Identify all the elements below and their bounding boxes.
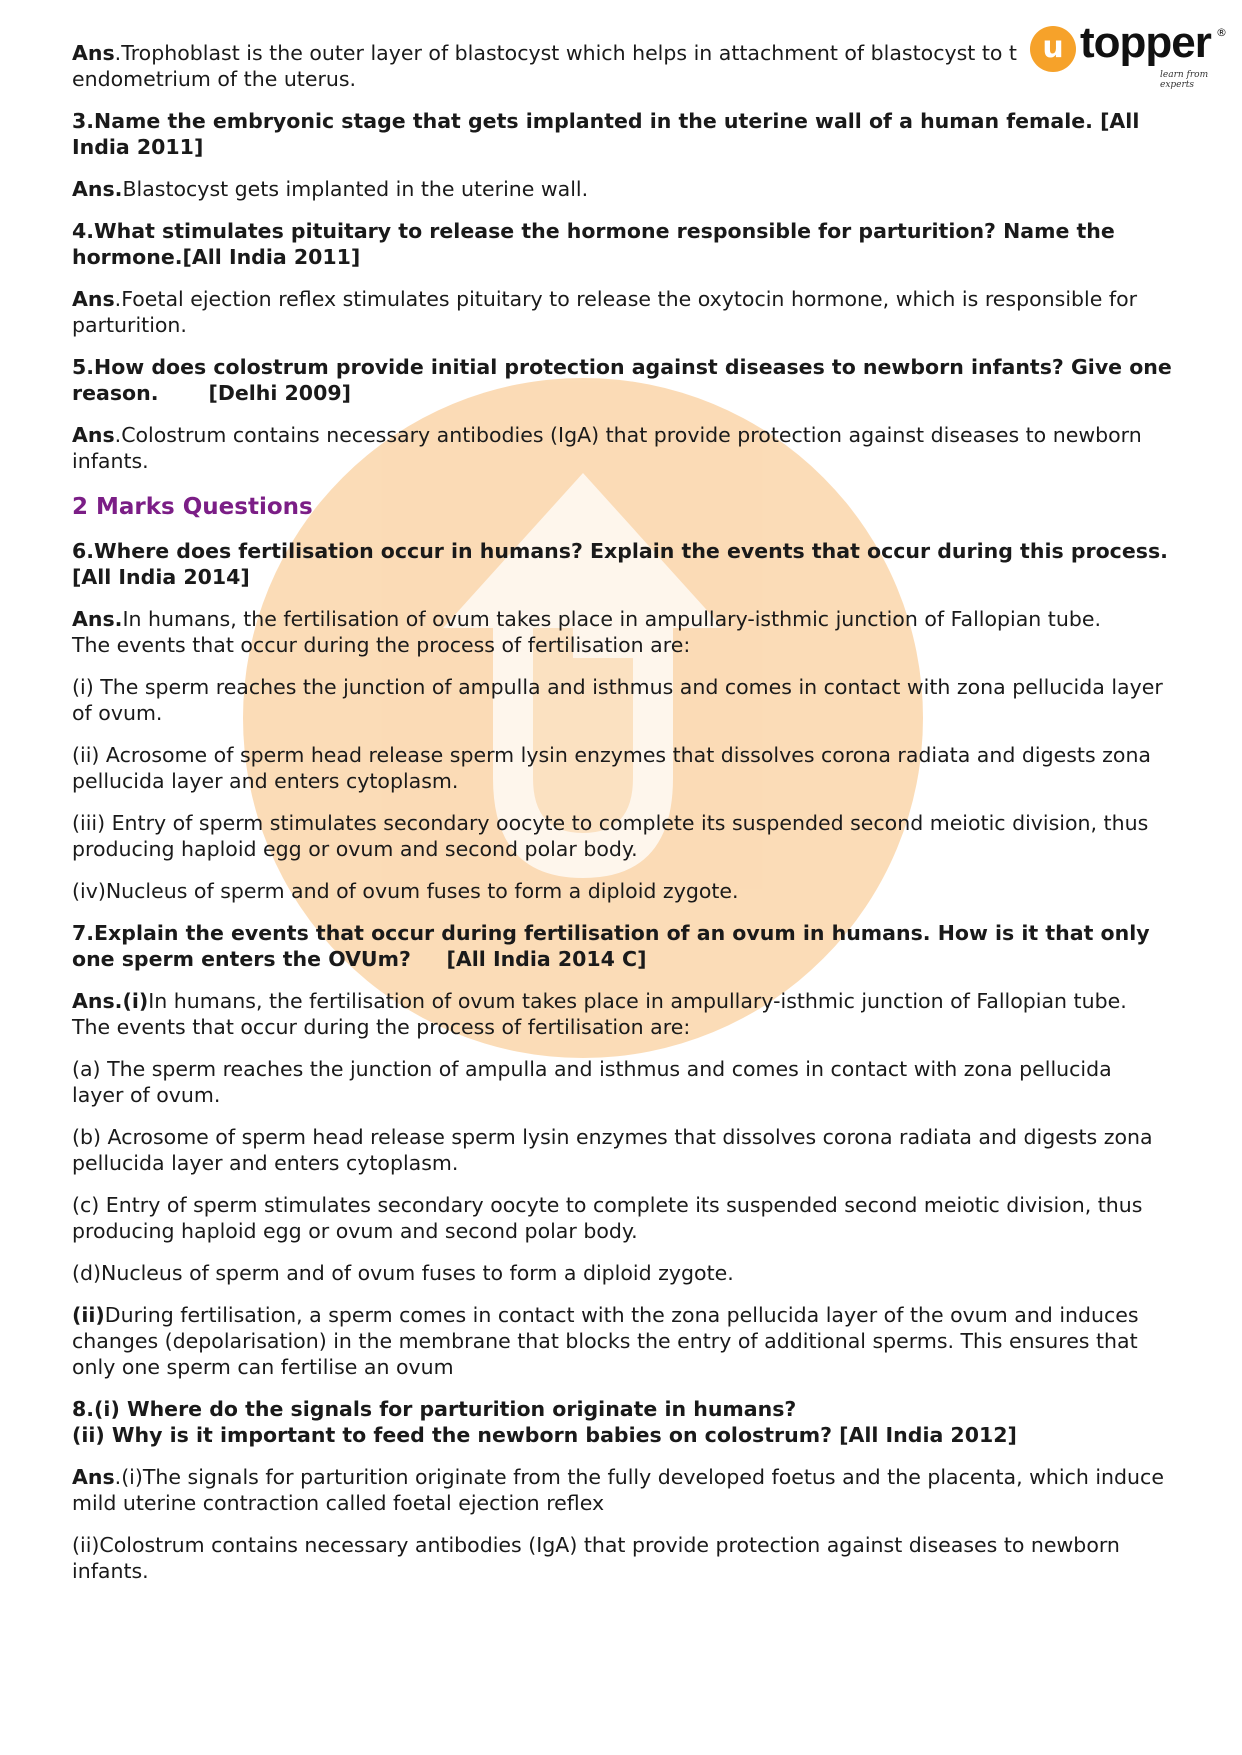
answer-4: Ans.Foetal ejection reflex stimulates pituitary to release the oxytocin hormone, which is responsible for parturition. [72, 287, 1138, 337]
question-8: 8.(i) Where do the signals for parturition originate in humans? (ii) Why is it important to feed the newborn babies on colostrum? [All India 2012] [72, 1397, 1017, 1447]
answer-trophoblast: Ans.Trophoblast is the outer layer of blastocyst which helps in attachment of blastocyst to t endometrium of the uterus. [72, 41, 1017, 91]
answer-5: Ans.Colostrum contains necessary antibodies (IgA) that provide protection against diseases to newborn infants. [72, 423, 1142, 473]
answer-6: Ans.In humans, the fertilisation of ovum takes place in ampullary-isthmic junction of Fallopian tube. The events that occur during the process of fertilisation are: [72, 607, 1101, 657]
question-7: 7.Explain the events that occur during fertilisation of an ovum in humans. How is it that only one sperm enters the OVUm? [All India 2014 C] [72, 921, 1150, 971]
topper-logo[interactable] [1030, 18, 1230, 90]
list-item: (iv)Nucleus of sperm and of ovum fuses to form a diploid zygote. [72, 879, 739, 903]
logo-wordmark: topper [1080, 18, 1211, 67]
question-5: 5.How does colostrum provide initial protection against diseases to newborn infants? Give one reason. [Delhi 2009] [72, 355, 1172, 405]
list-item: (d)Nucleus of sperm and of ovum fuses to form a diploid zygote. [72, 1261, 734, 1285]
logo-tagline: learn from experts [1160, 70, 1209, 90]
question-4: 4.What stimulates pituitary to release the hormone responsible for parturition? Name the hormone.[All India 2011] [72, 219, 1115, 269]
question-3: 3.Name the embryonic stage that gets implanted in the uterine wall of a human female. [All India 2011] [72, 109, 1140, 159]
topper-u-icon: u [1030, 26, 1076, 72]
list-item: (iii) Entry of sperm stimulates secondary oocyte to complete its suspended second meiotic division, thus producing haploid egg or ovum and second polar body. [72, 811, 1149, 861]
list-item: (i) The sperm reaches the junction of ampulla and isthmus and comes in contact with zona pellucida layer of ovum. [72, 675, 1163, 725]
list-item: (b) Acrosome of sperm head release sperm lysin enzymes that dissolves corona radiata and digests zona pellucida layer and enters cytoplasm. [72, 1125, 1153, 1175]
answer-8-part-ii: (ii)Colostrum contains necessary antibodies (IgA) that provide protection against diseases to newborn infants. [72, 1533, 1120, 1583]
answer-7-part-ii: (ii)During fertilisation, a sperm comes in contact with the zona pellucida layer of the ovum and induces changes (depolarisation) in the membrane that blocks the entry of additional sperms. This ensures that only one sperm can fertilise an ovum [72, 1303, 1139, 1379]
list-item: (a) The sperm reaches the junction of ampulla and isthmus and comes in contact with zona pellucida layer of ovum. [72, 1057, 1112, 1107]
answer-8: Ans.(i)The signals for parturition originate from the fully developed foetus and the placenta, which induce mild uterine contraction called foetal ejection reflex [72, 1465, 1164, 1515]
registered-mark: ® [1216, 26, 1227, 39]
list-item: (ii) Acrosome of sperm head release sperm lysin enzymes that dissolves corona radiata and digests zona pellucida layer and enters cytoplasm. [72, 743, 1151, 793]
document-content [72, 40, 1172, 1584]
answer-7: Ans.(i)In humans, the fertilisation of ovum takes place in ampullary-isthmic junction of Fallopian tube. The events that occur during the process of fertilisation are: [72, 989, 1127, 1039]
list-item: (c) Entry of sperm stimulates secondary oocyte to complete its suspended second meiotic division, thus producing haploid egg or ovum and second polar body. [72, 1193, 1143, 1243]
question-6: 6.Where does fertilisation occur in humans? Explain the events that occur during this process. [All India 2014] [72, 539, 1168, 589]
answer-3: Ans.Blastocyst gets implanted in the uterine wall. [72, 177, 589, 201]
section-heading-2-marks: 2 Marks Questions [72, 494, 313, 520]
